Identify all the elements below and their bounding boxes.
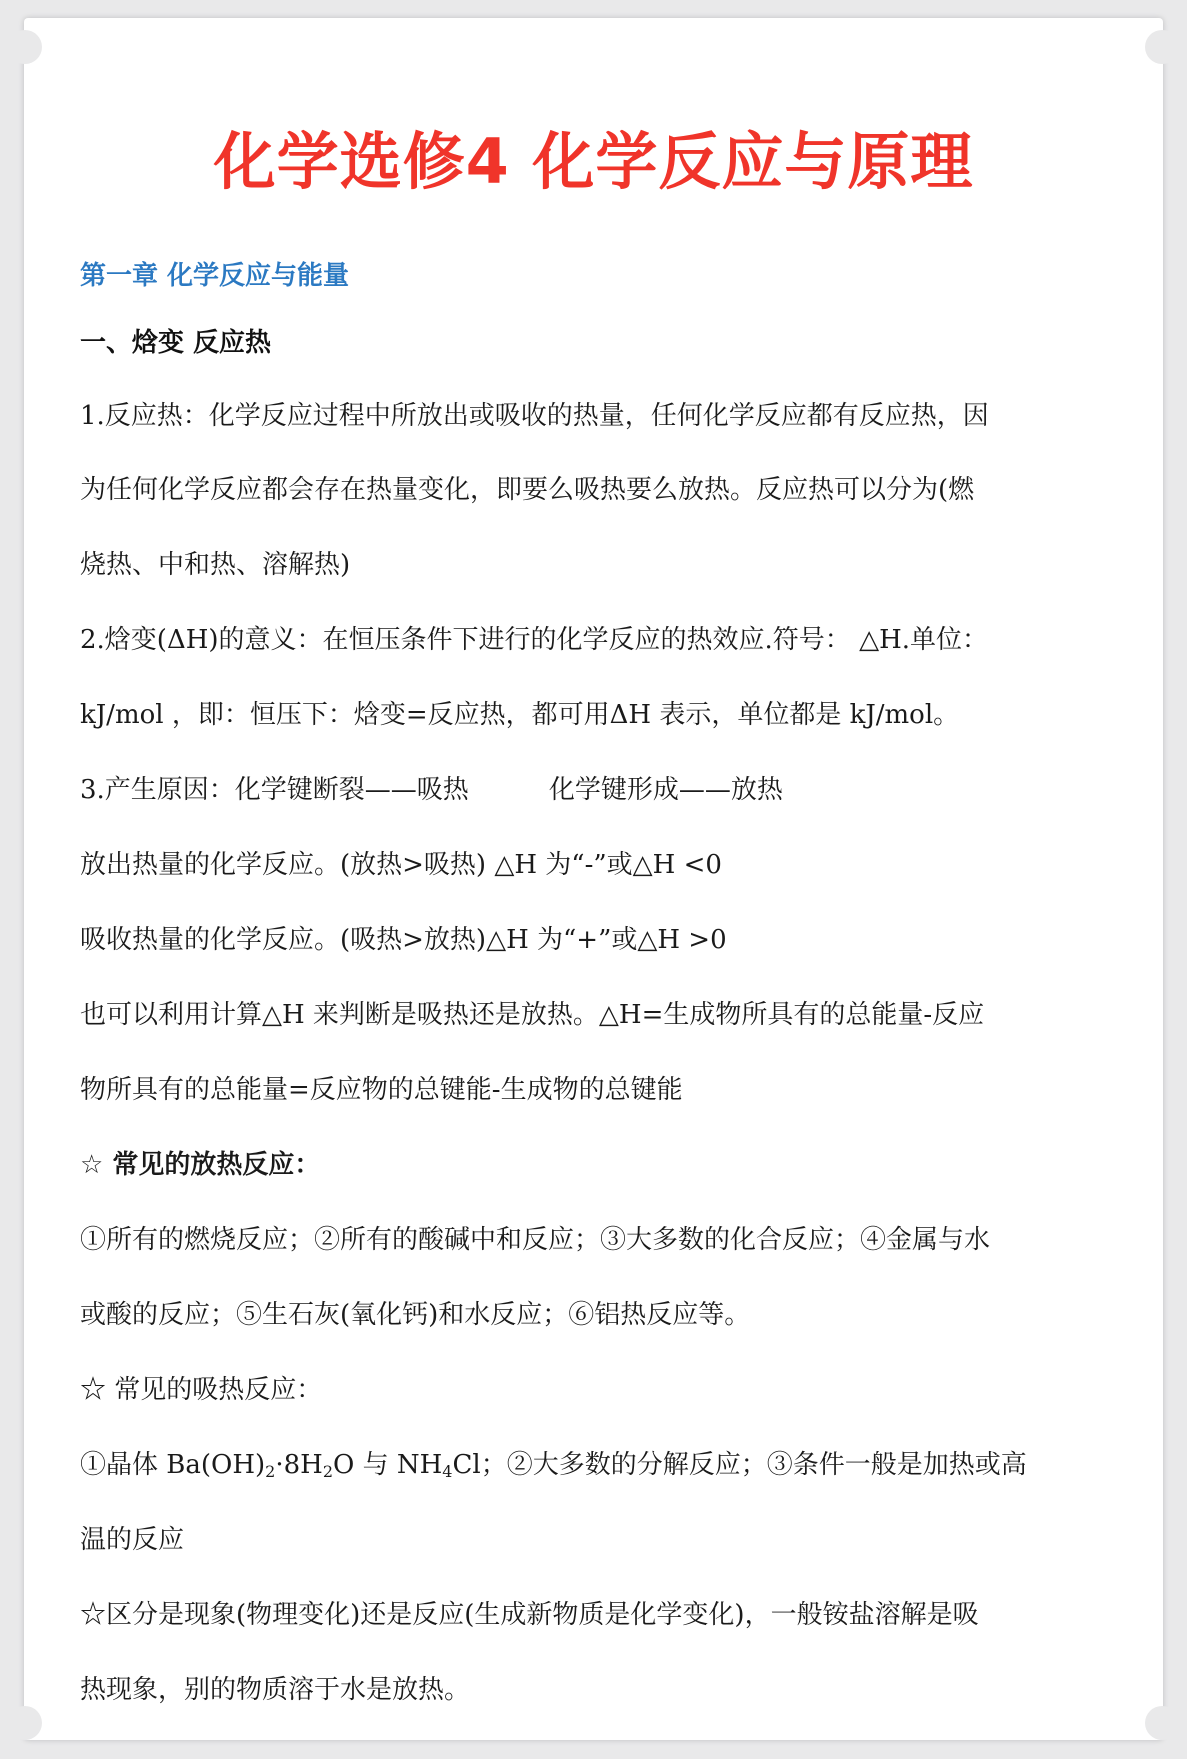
paragraph-line: 物所具有的总能量=反应物的总键能-生成物的总键能 [80,1075,683,1105]
paragraph-line: 或酸的反应；⑤生石灰(氧化钙)和水反应；⑥铝热反应等。 [80,1300,751,1330]
paragraph-line: 热现象，别的物质溶于水是放热。 [80,1675,471,1705]
subscript: 4 [442,1462,453,1481]
paragraph-line: 2.焓变(ΔH)的意义：在恒压条件下进行的化学反应的热效应.符号： △H.单位： [80,625,989,655]
paragraph-line [80,773,783,807]
corner-notch-top-right [1145,30,1179,64]
subscript: 2 [322,1462,334,1481]
paragraph-line: ①所有的燃烧反应；②所有的酸碱中和反应；③大多数的化合反应；④金属与水 [80,1225,991,1255]
formula-text: O 与 NH [333,1450,443,1480]
paragraph-line: ☆区分是现象(物理变化)还是反应(生成新物质是化学变化)，一般铵盐溶解是吸 [80,1600,979,1630]
paragraph-line: 1.反应热：化学反应过程中所放出或吸收的热量，任何化学反应都有反应热，因 [80,401,989,431]
bond-forming-text: 化学键形成——放热 [548,775,783,805]
corner-notch-top-left [8,30,42,64]
exothermic-rule: 放出热量的化学反应。(放热>吸热) △H 为“-”或△H <0 [80,850,722,880]
endothermic-rule: 吸收热量的化学反应。(吸热>放热)△H 为“+”或△H >0 [80,925,727,955]
paragraph-line: kJ/mol ，即：恒压下：焓变=反应热，都可用ΔH 表示，单位都是 kJ/mol。 [80,700,960,730]
formula-text: ①晶体 Ba(OH) [80,1450,266,1480]
paragraph-line: 烧热、中和热、溶解热) [80,550,351,580]
bond-breaking-text: 3.产生原因：化学键断裂——吸热 [80,775,469,805]
exothermic-heading: ☆ 常见的放热反应： [80,1150,321,1180]
subscript: 2 [265,1462,276,1481]
corner-notch-bottom-right [1145,1706,1179,1740]
paragraph-line [80,1448,1027,1489]
formula-text: Cl；②大多数的分解反应；③条件一般是加热或高 [452,1450,1027,1480]
page-title: 化学选修4 化学反应与原理 [213,125,974,198]
formula-text: ·8H [275,1450,323,1480]
chapter-heading: 第一章 化学反应与能量 [80,261,350,291]
paragraph-line: 为任何化学反应都会存在热量变化，即要么吸热要么放热。反应热可以分为(燃 [80,475,975,505]
corner-notch-bottom-left [8,1706,42,1740]
section-heading: 一、焓变 反应热 [80,328,272,358]
endothermic-heading: ☆ 常见的吸热反应： [80,1375,323,1405]
paragraph-line: 也可以利用计算△H 来判断是吸热还是放热。△H=生成物所具有的总能量-反应 [80,1000,985,1030]
paragraph-line: 温的反应 [80,1525,185,1555]
